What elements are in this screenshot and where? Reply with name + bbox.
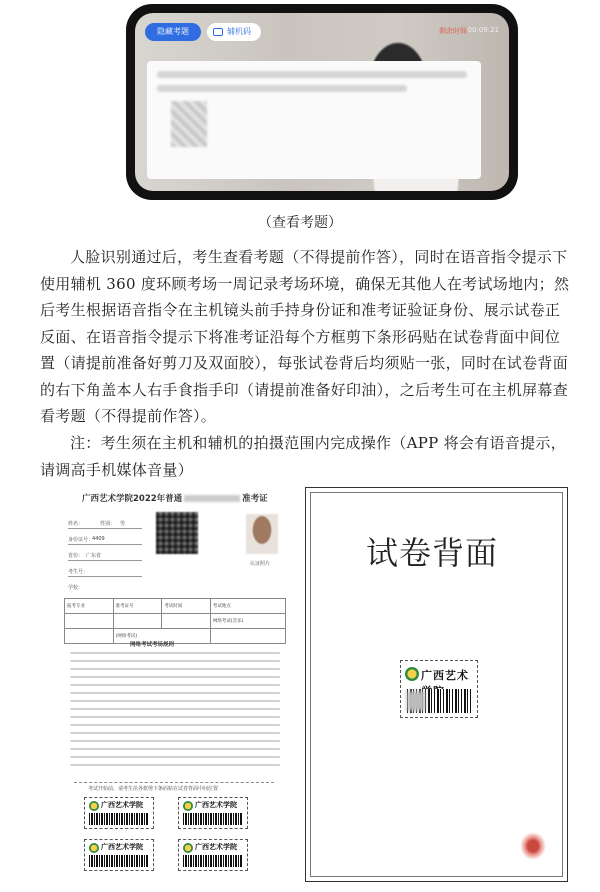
instruction-paragraph: 人脸识别通过后，考生查看考题（不得提前作答），同时在语音指令提示下使用辅机 360 度环顾考场一周记录考场环境，确保无其他人在考试场地内；然后考生根据语音指令在主机镜头前手持身份证和准考证验证身份、展示试卷正反面、在语音指令提示下将准考证沿每个方框剪下条形码贴在试卷背面中间位置（请提前准备好剪刀及双面胶），每张试卷背后均须贴一张，同时在试卷背面的右下角盖本人右手食指手印（请提前准备好印油），之后考生可在主机屏幕查看考题（不得提前作答）。 (40, 248, 570, 425)
table-header-cell: 考试地点 (210, 599, 285, 614)
rules-text-line (70, 692, 280, 694)
name-label: 姓名： (68, 521, 84, 527)
aux-device-code-button[interactable] (207, 23, 261, 41)
barcode-sticker (400, 660, 478, 718)
sticker-school-name: 广西艺术学院 (195, 800, 237, 809)
id-value: 4409 (92, 536, 105, 542)
aux-device-code-label: 辅机码 (227, 27, 251, 36)
field-underline (68, 576, 142, 577)
exam-table (64, 598, 286, 644)
ticket-title (82, 492, 268, 504)
camera-icon (213, 28, 223, 36)
rules-text-line (70, 676, 280, 678)
school-logo-icon (89, 801, 99, 811)
rules-text-line (70, 748, 280, 750)
rules-text-line (70, 756, 280, 758)
photo-caption: 认证照片 (250, 561, 271, 567)
barcode (89, 813, 149, 825)
table-header-cell: 考试时间 (162, 599, 211, 614)
redacted-barcode (407, 691, 425, 711)
table-cell (113, 614, 162, 629)
field-underline (68, 544, 142, 545)
barcode-sticker (84, 797, 154, 829)
table-cell (65, 614, 114, 629)
table-header-row (65, 599, 286, 614)
qr-code (156, 512, 198, 554)
school-logo-icon (405, 667, 419, 681)
rules-text-line (70, 668, 280, 670)
rules-title: 网络考试考场规则 (130, 642, 175, 648)
sticker-school-name: 广西艺术学院 (421, 669, 469, 698)
admission-ticket (60, 490, 290, 888)
barcode-sticker (84, 839, 154, 871)
rules-text-line (70, 684, 280, 686)
exam-number-label: 考生号： (68, 569, 89, 575)
rules-text-line (70, 708, 280, 710)
timer-label: 剩余时间 (439, 27, 467, 35)
rules-text-line (70, 716, 280, 718)
table-cell: 网络考试(音乐) (210, 614, 285, 629)
sticker-school-name: 广西艺术学院 (195, 842, 237, 851)
barcode (407, 689, 473, 713)
rules-text-line (70, 652, 280, 654)
barcode-sticker (178, 797, 248, 829)
rules-text-line (70, 660, 280, 662)
gender-value: 男 (120, 521, 126, 527)
table-cell (65, 629, 114, 644)
barcode-sticker (178, 839, 248, 871)
barcode-sticker-strip (74, 782, 274, 883)
figure-caption: （查看考题） (258, 215, 342, 231)
table-row (65, 614, 286, 629)
field-underline (68, 528, 142, 529)
candidate-photo (246, 514, 278, 554)
table-header-cell: 准考证号 (113, 599, 162, 614)
phone-mockup (126, 4, 518, 200)
rules-text-line (70, 764, 280, 766)
table-header-cell: 报考专业 (65, 599, 114, 614)
school-logo-icon (183, 801, 193, 811)
barcode (183, 813, 243, 825)
hide-questions-button[interactable]: 隐藏考题 (145, 23, 201, 41)
province-value: 广东省 (86, 553, 102, 559)
field-underline (68, 560, 142, 561)
exam-paper-back (305, 487, 568, 882)
blurred-image (171, 101, 207, 147)
paper-back-title: 试卷背面 (366, 534, 499, 572)
blurred-text (157, 85, 407, 92)
school-label: 学校： (68, 585, 84, 591)
school-logo-icon (89, 843, 99, 853)
sticker-school-name: 广西艺术学院 (101, 842, 143, 851)
redacted-text (184, 495, 240, 502)
sticker-school-name: 广西艺术学院 (101, 800, 143, 809)
province-label: 省份： (68, 553, 84, 559)
ticket-title-prefix: 广西艺术学院2022年普通 (82, 494, 183, 504)
rules-text-line (70, 724, 280, 726)
rules-text-line (70, 700, 280, 702)
strip-instruction: 考试开始前，请考生沿各框剪下条码贴在试卷背面中间位置 (88, 786, 219, 792)
phone-screen (135, 13, 509, 191)
timer-value: 00:09:21 (467, 26, 499, 34)
table-cell (162, 614, 211, 629)
id-label: 身份证号： (68, 537, 94, 543)
question-card (147, 61, 481, 179)
blurred-text (157, 71, 467, 78)
rules-text-line (70, 740, 280, 742)
table-cell: (网络考试) (113, 629, 210, 644)
ticket-title-suffix: 准考证 (242, 494, 268, 504)
table-cell (210, 629, 285, 644)
fingerprint-stamp (520, 832, 546, 860)
barcode (89, 855, 149, 867)
barcode (183, 855, 243, 867)
rules-text-line (70, 732, 280, 734)
note-paragraph: 注：考生须在主机和辅机的拍摄范围内完成操作（APP 将会有语音提示，请调高手机媒体音量） (40, 434, 566, 479)
table-row (65, 629, 286, 644)
gender-label: 性别： (100, 521, 116, 527)
school-logo-icon (183, 843, 193, 853)
